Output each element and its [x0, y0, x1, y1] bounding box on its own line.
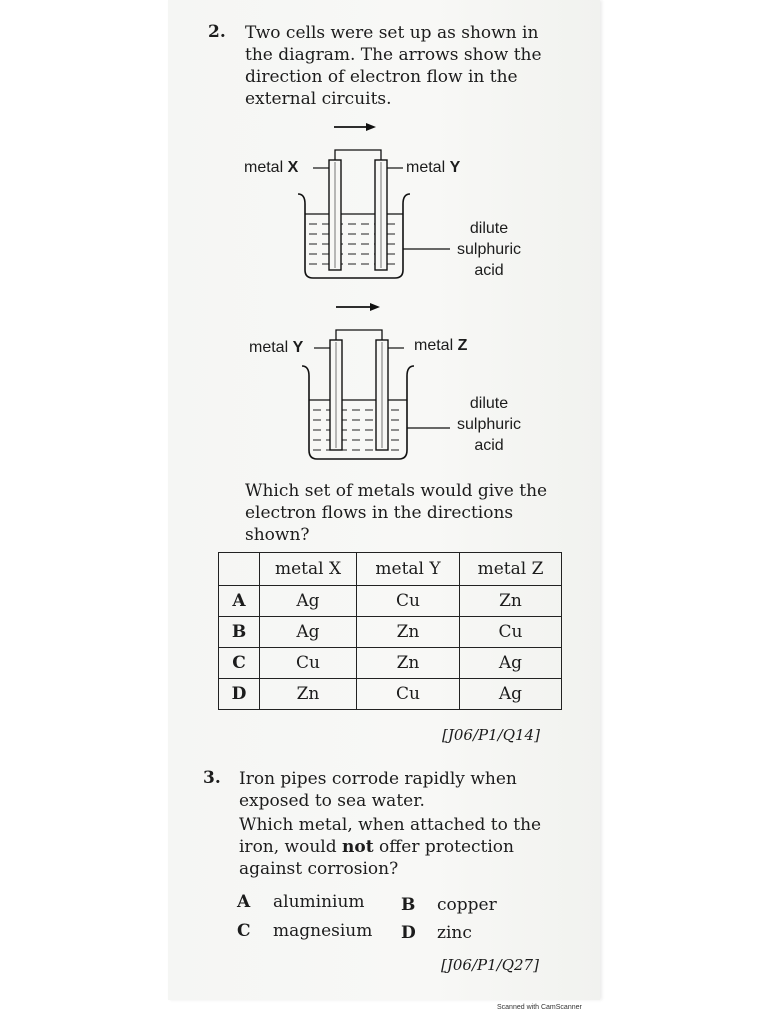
question-3-text-1: Iron pipes corrode rapidly when exposed to sea water.: [239, 769, 517, 811]
electron-flow-arrow-1: [334, 123, 376, 131]
option-a[interactable]: [237, 892, 365, 912]
answer-table: [218, 552, 562, 710]
option-text: magnesium: [273, 921, 373, 941]
table-cell: Zn: [460, 586, 562, 617]
option-letter: D: [401, 923, 416, 943]
table-cell: Ag: [260, 617, 357, 648]
table-row: [219, 648, 562, 679]
table-cell: Zn: [357, 617, 460, 648]
table-header-cell: metal Y: [357, 553, 460, 586]
option-letter: C: [237, 921, 251, 941]
option-letter: B: [401, 895, 416, 915]
table-cell-option: B: [219, 617, 260, 648]
electron-flow-arrow-2: [336, 303, 380, 311]
table-header-cell: metal X: [260, 553, 357, 586]
diagram2-label-acid: dilute sulphuric acid: [456, 395, 522, 454]
table-row: [219, 617, 562, 648]
diagram2-label-metal-y: metal Y: [249, 339, 304, 356]
table-header-cell: [219, 553, 260, 586]
table-cell-option: C: [219, 648, 260, 679]
option-c[interactable]: [237, 921, 372, 941]
scanner-watermark: Scanned with CamScanner: [497, 1004, 582, 1011]
table-cell: Ag: [460, 648, 562, 679]
question-3-reference: [J06/P1/Q27]: [441, 956, 539, 974]
option-text: aluminium: [273, 892, 365, 912]
question-2-number: 2.: [208, 22, 226, 42]
question-3-number: 3.: [203, 768, 221, 788]
electrochemical-cell-diagram-2: [0, 290, 768, 490]
table-cell: Cu: [260, 648, 357, 679]
table-cell: Cu: [460, 617, 562, 648]
table-cell: Zn: [260, 679, 357, 710]
diagram1-label-metal-y: metal Y: [406, 159, 461, 176]
diagram1-label-acid: dilute sulphuric acid: [456, 220, 522, 279]
table-cell: Ag: [460, 679, 562, 710]
table-row: [219, 679, 562, 710]
option-d[interactable]: [401, 923, 472, 943]
diagram2-label-metal-z: metal Z: [414, 337, 468, 354]
table-cell-option: A: [219, 586, 260, 617]
option-text: zinc: [437, 923, 472, 943]
question-3-text-2: Which metal, when attached to the iron, would not offer protection against corrosion?: [239, 815, 542, 879]
table-cell: Ag: [260, 586, 357, 617]
table-header-row: [219, 553, 562, 586]
option-text: copper: [437, 895, 497, 915]
question-2-prompt: Which set of metals would give the electron flows in the directions shown?: [245, 481, 548, 545]
question-2-reference: [J06/P1/Q14]: [442, 726, 540, 744]
question-2-text: Two cells were set up as shown in the diagram. The arrows show the direction of electron flow in the external circuits.: [245, 23, 542, 109]
diagram1-label-metal-x: metal X: [244, 159, 299, 176]
table-cell: Zn: [357, 648, 460, 679]
option-letter: A: [237, 892, 251, 912]
table-header-cell: metal Z: [460, 553, 562, 586]
table-cell-option: D: [219, 679, 260, 710]
table-cell: Cu: [357, 586, 460, 617]
table-cell: Cu: [357, 679, 460, 710]
option-b[interactable]: [401, 895, 497, 915]
table-row: [219, 586, 562, 617]
